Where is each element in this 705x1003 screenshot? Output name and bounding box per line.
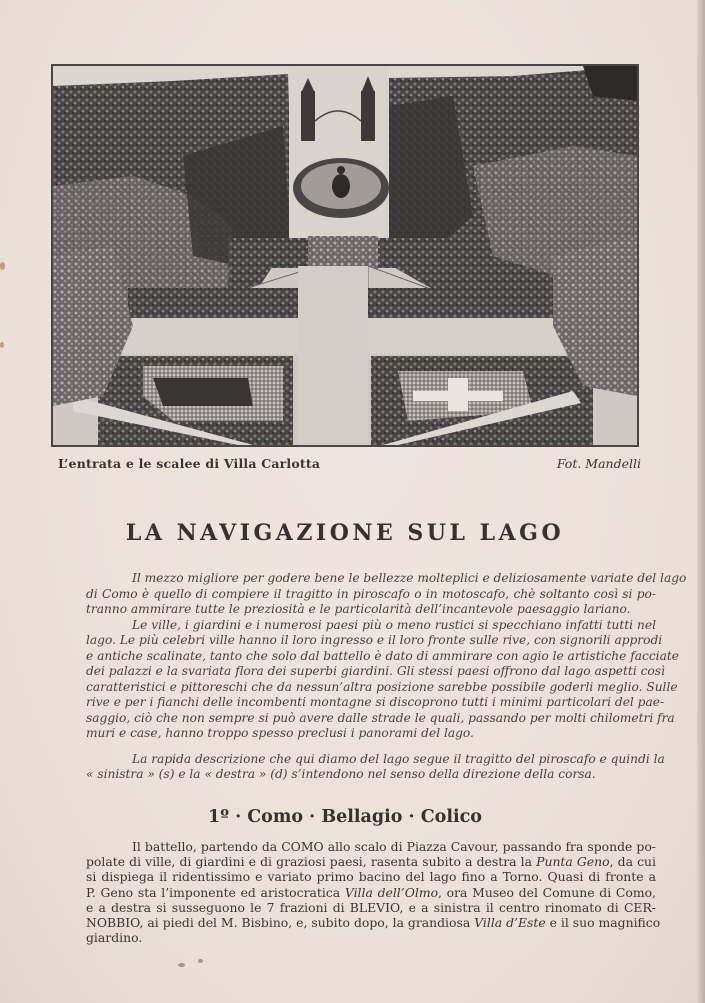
place-name: Villa dell’Olmo <box>344 884 439 900</box>
garden-photo-illustration <box>53 66 637 445</box>
text-line: caratteristici e pittoreschi che da nessun’altra posizione sarebbe possibile goderli meglio. Sulle <box>86 679 678 694</box>
intro-paragraph-1 <box>86 571 687 618</box>
text-line: giardino. <box>86 930 143 946</box>
place-name: Villa d’Este <box>474 915 546 931</box>
text-line: muri e case, hanno troppo spesso preclusi i panorami del lago. <box>86 726 474 740</box>
text-run: e il suo magnifico <box>545 915 661 931</box>
text-line: La rapida descrizione che qui diamo del lago segue il tragitto del piroscafo e quindi la <box>132 751 665 766</box>
text-line: si dispiega il ridentissimo e variato primo bacino del lago fino a Torno. Quasi di fronte a <box>86 869 656 885</box>
text-run: NOBBIO, ai piedi del M. Bisbino, e, subito dopo, la grandiosa <box>86 915 475 931</box>
text-line: rive e per i fianchi delle incombenti montagne si discoprono tutti i minimi particolari del pae- <box>86 695 665 709</box>
ink-speck <box>178 963 185 967</box>
page-edge <box>697 0 705 1003</box>
text-line: e a destra si susseguono le 7 frazioni di BLEVIO, e a sinistra il centro rinomato di CER- <box>86 899 656 915</box>
intro-paragraph-3 <box>86 751 665 783</box>
text-line: Il mezzo migliore per godere bene le bellezze molteplici e deliziosamente variate del lago <box>132 571 687 585</box>
villa-carlotta-photo <box>51 64 639 447</box>
text-line: tranno ammirare tutte le preziosità e le particolarità dell’incantevole paesaggio lariano. <box>86 602 631 616</box>
text-line: dei palazzi e la svariata flora dei superbi giardini. Gli stessi paesi offrono dal lago aspetti così <box>86 664 665 678</box>
text-line: lago. Le più celebri ville hanno il loro ingresso e il loro fronte sulle rive, con signorili approdi <box>86 633 663 647</box>
text-line <box>86 854 656 869</box>
page-title: LA NAVIGAZIONE SUL LAGO <box>125 520 565 546</box>
text-run: P. Geno sta l’imponente ed aristocratica <box>86 884 345 900</box>
text-line <box>86 885 656 900</box>
text-line: Il battello, partendo da COMO allo scalo di Piazza Cavour, passando fra sponde po- <box>132 839 656 854</box>
text-line: e antiche scalinate, tanto che solo dal battello è dato di ammirare con agio le artistiche facciate <box>86 648 679 663</box>
text-line: Le ville, i giardini e i numerosi paesi più o meno rustici si specchiano infatti tutti nel <box>132 617 656 632</box>
section-body <box>86 839 661 946</box>
text-line: di Como è quello di compiere il tragitto in piroscafo o in motoscafo, chè soltanto così si po- <box>86 586 656 601</box>
text-line: « sinistra » (s) e la « destra » (d) s’intendono nel senso della direzione della corsa. <box>86 767 596 781</box>
place-name: Punta Geno <box>536 854 610 870</box>
text-line: saggio, ciò che non sempre si può avere dalle strade le quali, passando per molti chilometri fra <box>86 710 675 725</box>
intro-paragraph-2 <box>86 617 679 742</box>
photo-credit: Fot. Mandelli <box>556 456 641 471</box>
photo-caption <box>58 456 641 471</box>
text-run: , da cui <box>609 854 656 870</box>
section-heading: 1º · Como · Bellagio · Colico <box>208 807 482 827</box>
ink-speck <box>198 959 203 963</box>
rust-stain <box>0 262 5 270</box>
text-run: , ora Museo del Comune di Como, <box>438 884 656 900</box>
intro-text <box>86 571 687 783</box>
rust-stain <box>0 342 4 348</box>
caption-text: L’entrata e le scalee di Villa Carlotta <box>58 456 321 471</box>
text-run: polate di ville, di giardini e di graziosi paesi, rasenta subito a destra la <box>86 854 537 870</box>
text-line <box>86 915 661 931</box>
